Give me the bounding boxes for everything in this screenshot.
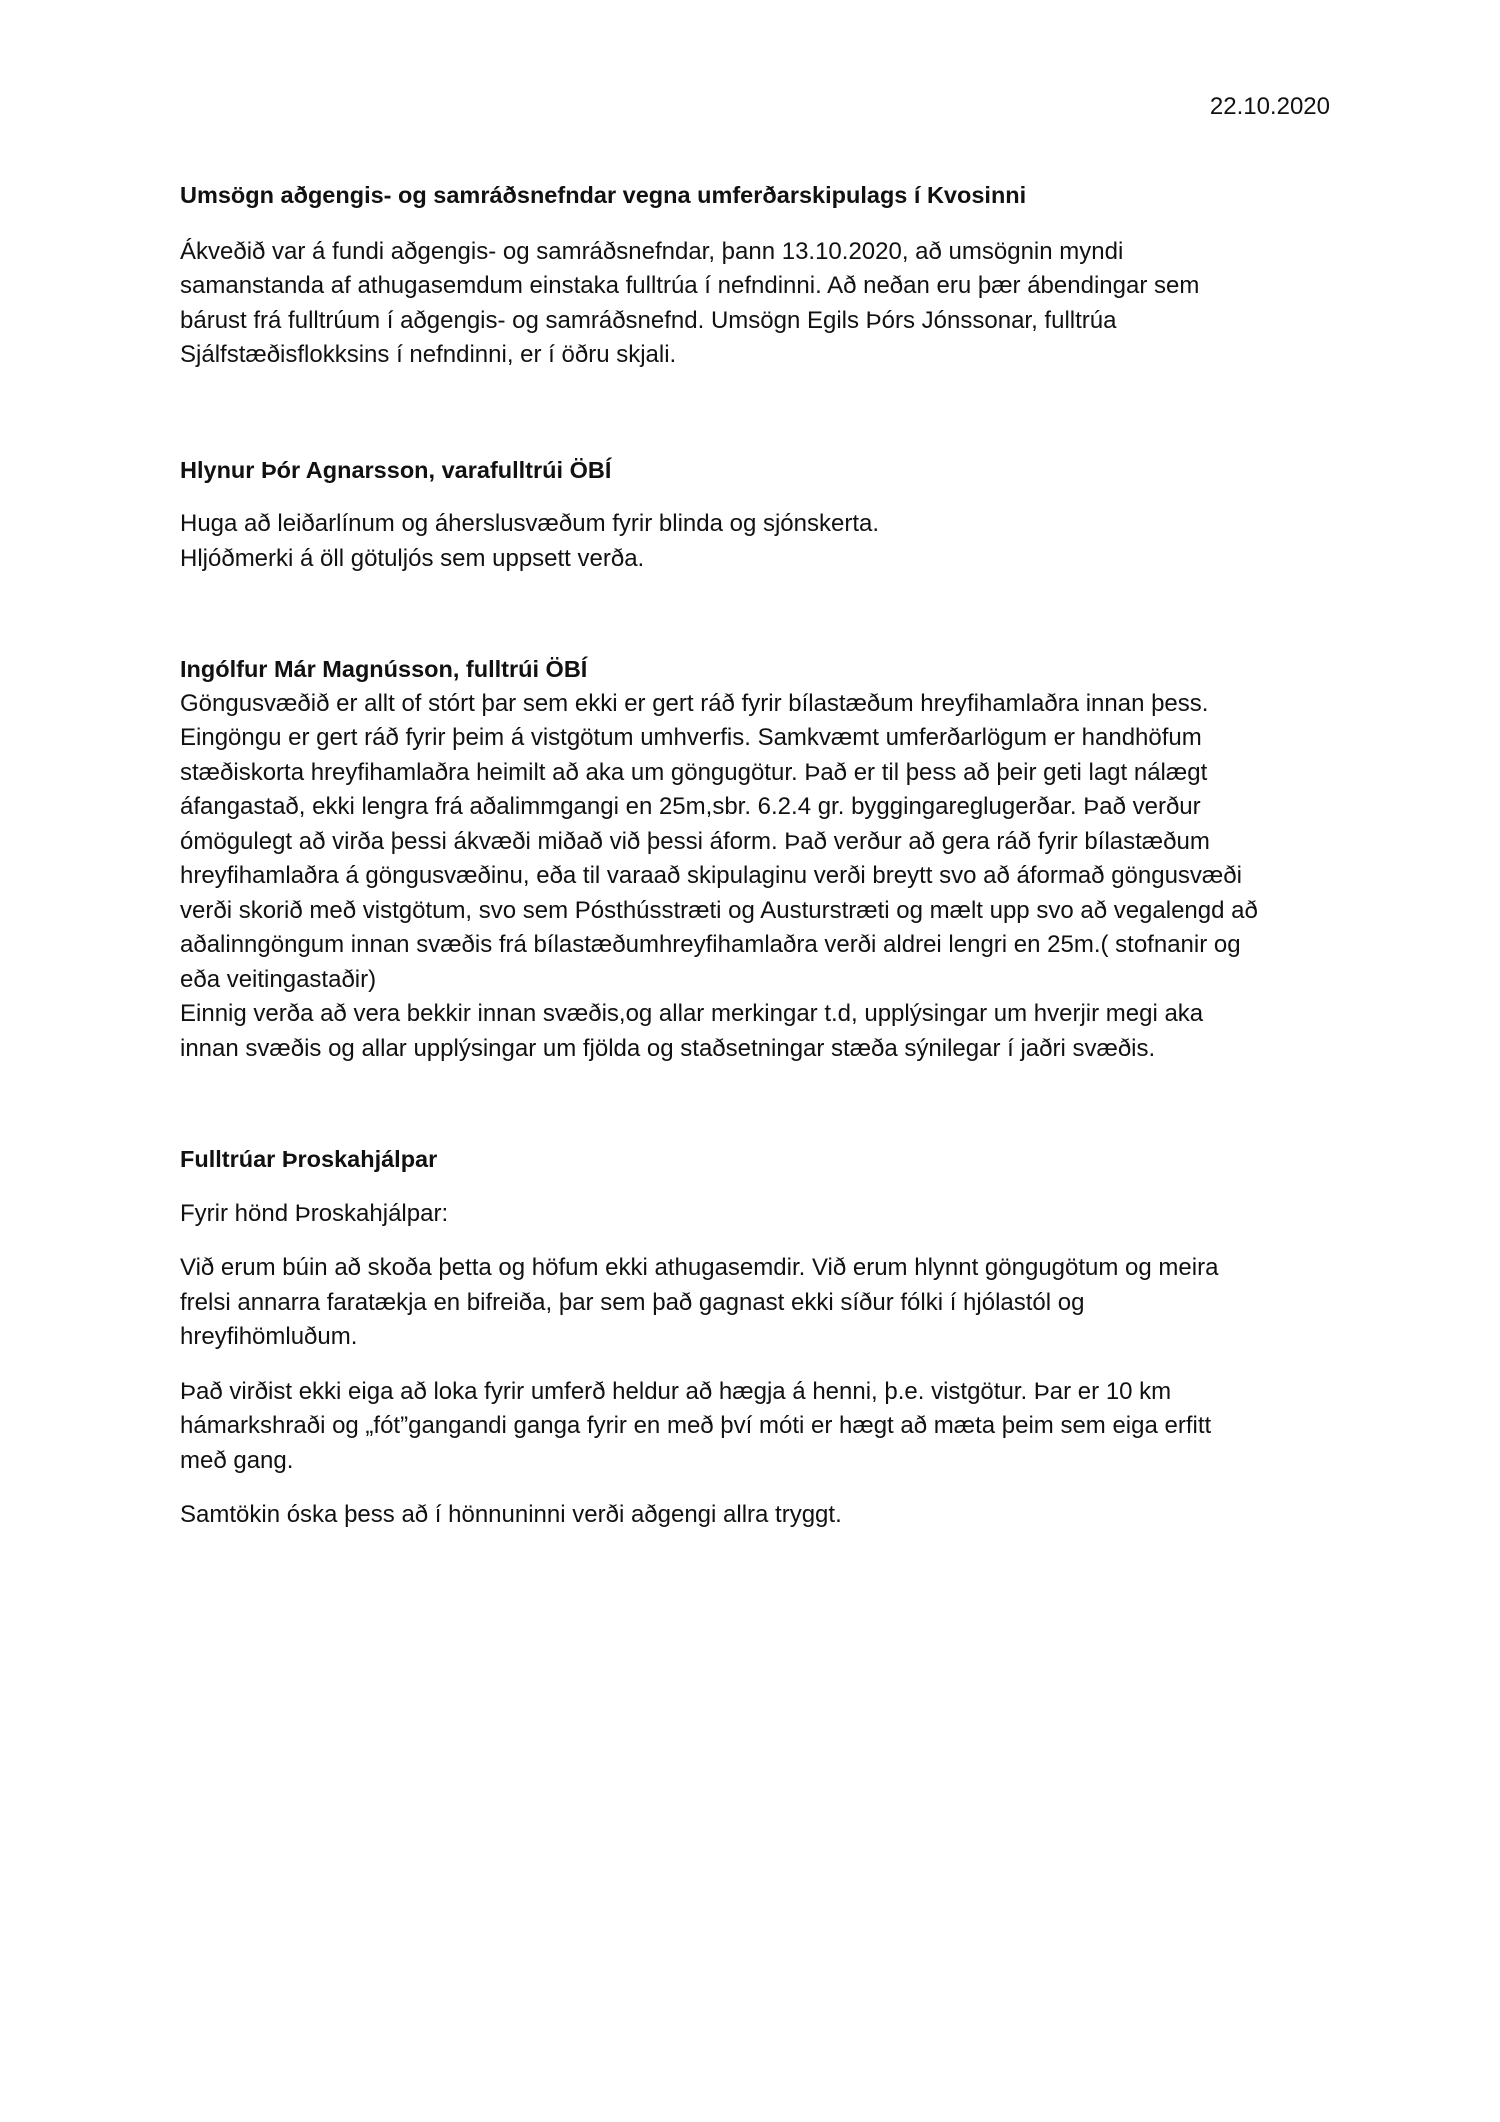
throskahjalp-paragraph-3: Samtökin óska þess að í hönnuninni verði aðgengi allra tryggt. xyxy=(180,1501,842,1528)
section-line: stæðiskorta hreyfihamlaðra heimilt að aka um göngugötur. Það er til þess að þeir geti lagt nálægt xyxy=(180,758,1208,786)
throskahjalp-paragraph-2 xyxy=(180,1375,1330,1479)
section-line: hreyfihamlaðra á göngusvæðinu, eða til varaað skipulaginu verði breytt svo að áformað göngusvæði xyxy=(180,862,1242,889)
section-line: hreyfihömluðum. xyxy=(180,1323,358,1350)
section-line: Einnig verða að vera bekkir innan svæðis,og allar merkingar t.d, upplýsingar um hverjir megi aka xyxy=(180,1000,1204,1027)
section-line: aðalinngöngum innan svæðis frá bílastæðumhreyfihamlaðra verði aldrei lengri en 25m.( stofnanir og xyxy=(180,931,1241,958)
section-line: Eingöngu er gert ráð fyrir þeim á vistgötum umhverfis. Samkvæmt umferðarlögum er handhöfum xyxy=(180,724,1202,751)
section-line: áfangastað, ekki lengra frá aðalimmgangi en 25m,sbr. 6.2.4 gr. byggingareglugerðar. Það verður xyxy=(180,793,1201,820)
throskahjalp-paragraph-1 xyxy=(180,1251,1330,1355)
section-line: með gang. xyxy=(180,1446,294,1474)
section-heading-ingolfur: Ingólfur Már Magnússon, fulltrúi ÖBÍ xyxy=(180,656,588,682)
section-heading-throskahjalp: Fulltrúar Þroskahjálpar xyxy=(180,1146,438,1172)
section-body-ingolfur xyxy=(180,687,1330,1067)
section-line: hámarkshraði og „fót”gangandi ganga fyrir en með því móti er hægt að mæta þeim sem eiga erfitt xyxy=(180,1412,1212,1439)
document-date: 22.10.2020 xyxy=(1209,93,1330,120)
intro-line: bárust frá fulltrúum í aðgengis- og samráðsnefnd. Umsögn Egils Þórs Jónssonar, fulltrúa xyxy=(180,306,1117,334)
section-line: Huga að leiðarlínum og áherslusvæðum fyrir blinda og sjónskerta. xyxy=(180,510,880,537)
intro-line: samanstanda af athugasemdum einstaka fulltrúa í nefndinni. Að neðan eru þær ábendingar sem xyxy=(180,272,1200,299)
intro-line: Sjálfstæðisflokksins í nefndinni, er í öðru skjali. xyxy=(180,341,677,368)
document-body xyxy=(180,178,1330,1553)
section-line: frelsi annarra faratækja en bifreiða, þar sem það gagnast ekki síður fólki í hjólastól og xyxy=(180,1288,1085,1316)
document-title: Umsögn aðgengis- og samráðsnefndar vegna umferðarskipulags í Kvosinni xyxy=(180,182,1027,208)
section-line: Það virðist ekki eiga að loka fyrir umferð heldur að hægja á henni, þ.e. vistgötur. Þar er 10 km xyxy=(180,1377,1172,1405)
section-line: ómögulegt að virða þessi ákvæði miðað við þessi áform. Það verður að gera ráð fyrir bílastæðum xyxy=(180,827,1210,855)
intro-line: Ákveðið var á fundi aðgengis- og samráðsnefndar, þann 13.10.2020, að umsögnin myndi xyxy=(180,237,1124,265)
section-body-hlynur xyxy=(180,507,1330,576)
intro-paragraph xyxy=(180,235,1330,373)
section-intro-throskahjalp: Fyrir hönd Þroskahjálpar: xyxy=(180,1199,449,1227)
section-heading-hlynur: Hlynur Þór Agnarsson, varafulltrúi ÖBÍ xyxy=(180,456,612,483)
section-line: Við erum búin að skoða þetta og höfum ekki athugasemdir. Við erum hlynnt göngugötum og meira xyxy=(180,1254,1219,1281)
section-line: eða veitingastaðir) xyxy=(180,965,377,993)
section-line: Göngusvæðið er allt of stórt þar sem ekki er gert ráð fyrir bílastæðum hreyfihamlaðra innan þess. xyxy=(180,689,1209,717)
section-line: Hljóðmerki á öll götuljós sem uppsett verða. xyxy=(180,544,645,572)
section-line: verði skorið með vistgötum, svo sem Pósthússtræti og Austurstræti og mælt upp svo að vegalengd að xyxy=(180,896,1258,924)
section-line: innan svæðis og allar upplýsingar um fjölda og staðsetningar stæða sýnilegar í jaðri svæðis. xyxy=(180,1034,1156,1062)
